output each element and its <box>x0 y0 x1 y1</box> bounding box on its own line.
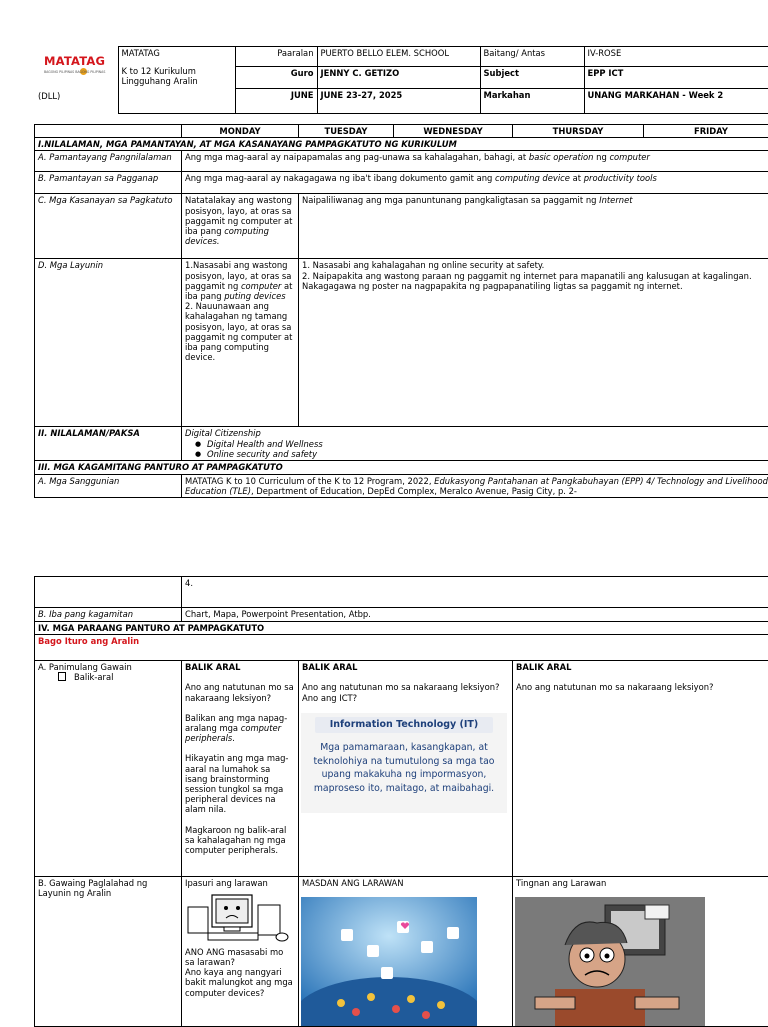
section2-content <box>182 427 768 461</box>
section4-a-thursday: BALIK ARAL Ano ang natutunan mo sa nakaraang leksiyon? <box>513 661 768 877</box>
school-value: PUERTO BELLO ELEM. SCHOOL <box>317 47 480 67</box>
section3-a-text: MATATAG K to 10 Curriculum of the K to 12 Program, 2022, Edukasyong Pantahanan at Pangkabuhayan (EPP) 4/ Technology and Livelihood Education (TLE), Department of Education, DepEd Complex, Meralco Avenue, Pasig City, p. 2- <box>182 474 768 497</box>
section1-a-label: A. Pamantayang Pangnilalaman <box>35 151 182 172</box>
subject-value: EPP ICT <box>584 67 768 89</box>
section4-a-sub: Balik-aral <box>38 672 178 682</box>
section4-b-tuesday: MASDAN ANG LARAWAN <box>299 877 513 1027</box>
section1-b-text: Ang mga mag-aaral ay nakagagawa ng iba't ibang dokumento gamit ang computing device at productivity tools <box>182 172 768 194</box>
section1-c-label: C. Mga Kasanayan sa Pagkatuto <box>35 194 182 259</box>
section3-b-label: B. Iba pang kagamitan <box>35 608 182 622</box>
grade-label: Baitang/ Antas <box>480 47 584 67</box>
day-header-monday: MONDAY <box>182 125 299 138</box>
dates-value: JUNE 23-27, 2025 <box>317 89 480 114</box>
checkbox-icon <box>58 672 66 681</box>
section2-bullet-2: ● Online security and safety <box>207 449 768 459</box>
dll-label: (DLL) <box>38 91 60 101</box>
tired-computer-user-image <box>515 897 705 1027</box>
school-label: Paaralan <box>235 47 317 67</box>
section2-topic: Digital Citizenship <box>185 428 768 438</box>
main-table-1 <box>34 124 768 498</box>
section2-bullets <box>185 439 768 459</box>
month-label: JUNE <box>235 89 317 114</box>
section1-title: I.NILALAMAN, MGA PAMANTAYAN, AT MGA KASANAYANG PAMPAGKATUTO NG KURIKULUM <box>35 138 768 151</box>
section4-b-label: B. Gawaing Paglalahad ng Layunin ng Aralin <box>35 877 182 1027</box>
section2-bullet-1: ● Digital Health and Wellness <box>207 439 768 449</box>
section4-a-label-cell <box>35 661 182 877</box>
it-text: Mga pamamaraan, kasangkapan, at teknolohiya na tumutulong sa mga tao upang makakuha ng impormasyon, maproseso ito, maitago, at maibahagi. <box>309 741 499 795</box>
section3-title: III. MGA KAGAMITANG PANTURO AT PAMPAGKATUTO <box>35 461 768 474</box>
section3-b-text: Chart, Mapa, Powerpoint Presentation, Atbp. <box>182 608 768 622</box>
section4-a-monday: BALIK ARAL Ano ang natutunan mo sa nakaraang leksiyon? Balikan ang mga napag-aralang mga computer peripherals. Hikayatin ang mga mag-aaral na lumahok sa isang brainstorming session tungkol sa mga peripheral devices na alam nila. Magkaroon ng balik-aral sa kahalagahan ng mga computer peripherals. <box>182 661 299 877</box>
social-network-globe-image <box>301 897 477 1027</box>
section4-b-monday: Ipasuri ang larawan ANO ANG masasabi mo sa larawan? Ano kaya ang nangyari bakit malungkot ang mga computer devices? <box>182 877 299 1027</box>
section1-c-rest: Naipaliliwanag ang mga panuntunang pangkaligtasan sa paggamit ng Internet <box>299 194 768 259</box>
section4-a-tuesday: BALIK ARAL Ano ang natutunan mo sa nakaraang leksiyon? Ano ang ICT? Information Technology (IT) Mga pamamaraan, kasangkapan, at teknolohiya na tumutulong sa mga tao upang makakuha ng impormasyon, maproseso ito, maitago, at maibahagi. <box>299 661 513 877</box>
day-header-friday: FRIDAY <box>644 125 768 138</box>
program-label: MATATAG <box>122 48 232 58</box>
day-header-blank <box>35 125 182 138</box>
it-definition-image <box>301 713 507 813</box>
section4-title: IV. MGA PARAANG PANTURO AT PAMPAGKATUTO <box>35 622 768 635</box>
day-header-tuesday: TUESDAY <box>299 125 394 138</box>
quarter-value: UNANG MARKAHAN - Week 2 <box>584 89 768 114</box>
section3-a-cont-label <box>35 577 182 608</box>
logo-cell <box>34 47 118 114</box>
section1-a-text: Ang mga mag-aaral ay naipapamalas ang pag-unawa sa kahalagahan, bahagi, at basic operation ng computer <box>182 151 768 172</box>
day-header-wednesday: WEDNESDAY <box>394 125 513 138</box>
curriculum-line2: Lingguhang Aralin <box>122 76 232 86</box>
section1-d-label: D. Mga Layunin <box>35 259 182 427</box>
section1-c-monday: Natatalakay ang wastong posisyon, layo, at oras sa paggamit ng computer at iba pang computing devices. <box>182 194 299 259</box>
curriculum-line1: K to 12 Kurikulum <box>122 66 232 76</box>
main-table-2 <box>34 576 768 1027</box>
section3-a-label: A. Mga Sanggunian <box>35 474 182 497</box>
section2-title: II. NILALAMAN/PAKSA <box>35 427 182 461</box>
grade-value: IV-ROSE <box>584 47 768 67</box>
it-title: Information Technology (IT) <box>301 719 507 731</box>
teacher-value: JENNY C. GETIZO <box>317 67 480 89</box>
day-header-thursday: THURSDAY <box>513 125 644 138</box>
section1-d-monday: 1.Nasasabi ang wastong posisyon, layo, at oras sa paggamit ng computer at iba pang puting devices 2. Nauunawaan ang kahalagahan ng tamang posisyon, layo, at oras sa paggamit ng computer at iba pang computing device. <box>182 259 299 427</box>
sad-computer-image <box>186 893 290 943</box>
section1-d-rest: 1. Nasasabi ang kahalagahan ng online security at safety. 2. Naipapakita ang wastong paraan ng paggamit ng internet para mapanatili ang kalusugan at kagalingan. Nakagagawa ng poster na nagpapakita ng pagpapanatiling ligtas sa paggamit ng internet. <box>299 259 768 427</box>
logo-word: MATATAG <box>44 54 105 68</box>
section1-b-label: B. Pamantayan sa Pagganap <box>35 172 182 194</box>
program-cell <box>118 47 235 114</box>
section4-b-thursday: Tingnan ang Larawan <box>513 877 768 1027</box>
teacher-label: Guro <box>235 67 317 89</box>
section3-a-cont: 4. <box>182 577 768 608</box>
quarter-label: Markahan <box>480 89 584 114</box>
section4-a-label: A. Panimulang Gawain <box>38 662 178 672</box>
subject-label: Subject <box>480 67 584 89</box>
section4-subtitle: Bago Ituro ang Aralin <box>35 635 768 661</box>
logo-tagline: BAGONG PILIPINAS BAGONG PILIPINAS <box>44 70 105 74</box>
header-table <box>34 46 768 114</box>
